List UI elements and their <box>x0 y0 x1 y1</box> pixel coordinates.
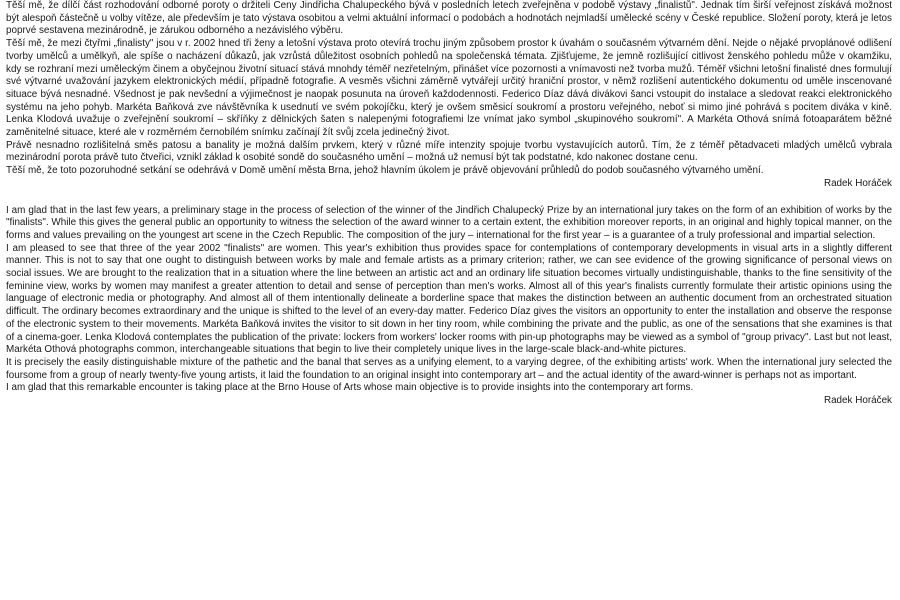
czech-signature: Radek Horáček <box>823 177 892 189</box>
english-paragraph-4: I am glad that this remarkable encounter is taking place at the Brno House of Arts whose main objective is to provide insights into the contemporary art forms. <box>6 382 694 394</box>
english-paragraph-2: I am pleased to see that three of the year 2002 "finalists" are women. This year's exhibition thus provides space for contemplations of contemporary developments in visual arts in a slightly different manner. This is not to say that one ought to distinguish between works by male and female artists as a primary criterion; rather, we can see evidence of the growing significance of personal views on social issues. We are brought to the realization that in a situation where the line between an artistic act and an ordinary life situation becomes virtually undistinguishable, thanks to the fine sensitivity of the feminine view, works by women may manifest a greater attention to detail and sense of perception than men's works. Almost all of this year's finalists currently formulate their artistic opinions using the language of electronic media or photography. And almost all of them intentionally delineate a borderline space that makes the distinction between an authentic document from an orchestrated situation difficult. The ordinary becomes extraordinary and the unique is shifted to the level of an every-day matter. Federico Díaz gives the visitors an opportunity to enter the installation and observe the response of the electronic system to their movements. Markéta Baňková invites the visitor to sit down in her tiny room, while combining the private and the public, as one of the sensations that she examines is that of a cinema-goer. Lenka Klodová contemplates the publication of the private: lockers from workers' locker rooms with pin-up photographs may be viewed as a symbol of "group privacy". Last but not least, Markéta Othová photographs common, interchangeable situations that begin to live their completely unique lives in the large-scale black-and-white pictures. <box>6 242 892 356</box>
czech-paragraph-3: Právě nesnadno rozlišitelná směs patosu a banality je možná dalším prvkem, který v různé míře intenzity spojuje tvorbu vystavujících autorů. Tím, že z téměř pětadvaceti mladých umělců vybrala mezinárodní porota právě tuto čtveřici, vznikl základ k osobité sondě do současného umění – možná už nemusí být tak podstatné, kdo nakonec dostane cenu. <box>6 139 892 164</box>
english-paragraph-3: It is precisely the easily distinguishable mixture of the pathetic and the banal that serves as a unifying element, to a varying degree, of the exhibiting artists' work. When the international jury selected the foursome from a group of nearly twenty-five young artists, it laid the foundation to an original insight into contemporary art – and the actual identity of the award-winner is perhaps not as important. <box>6 356 892 381</box>
czech-text-section <box>6 0 892 191</box>
czech-paragraph-2: Těší mě, že mezi čtyřmi „finalisty" jsou v r. 2002 hned tři ženy a letošní výstava proto otevírá trochu jiným způsobem prostor k úvahám o současném výtvarném dění. Nejde o nějaké prvoplánové odlišení tvorby umělců a umělkyň, ale spíše o nacházení důkazů, jak vzrůstá důležitost osobních pohledů na společenská témata. Zjišťujeme, že jemně rozlišující citlivost ženského pohledu může v okamžiku, kdy se rozhraní mezi uměleckým činem a obyčejnou životní situací stává mnohdy téměř nezřetelným, přinášet více pozornosti a vnímavosti než tvorba mužů. Téměř všichni letošní finalisté dnes formulují své výtvarné uvažování jazykem elektronických médií, případně fotografie. A vesměs všichni záměrně vytvářejí určitý hraniční prostor, v němž rozlišení autentického dokumentu od uměle inscenované situace bývá nesnadné. Všednost je pak nevšední a výjimečnost je naopak posunuta na úroveň každodennosti. Federico Díaz dává divákovi šanci vstoupit do instalace a sledovat reakci elektronického systému na jeho pohyb. Markéta Baňková zve návštěvníka k usednutí ve svém pokojíčku, který je ovšem směsicí soukromí a prostoru veřejného, neboť si mimo jiné pohrává s pocitem diváka v kině. Lenka Klodová uvažuje o zveřejnění soukromí – skříňky z dělnických šaten s nalepenými fotografiemi lze vnímat jako symbol „skupinového soukromí". A Markéta Othová snímá fotoaparátem běžné zaměnitelné situace, které ale v rozměrném černobílém snímku začínají žít svůj zcela jedinečný život. <box>6 38 892 139</box>
czech-paragraph-1: Těší mě, že dílčí část rozhodování odborné poroty o držiteli Ceny Jindřicha Chalupeckého bývá v posledních letech zveřejněna v podobě výstavy „finalistů". Jednak tím širší veřejnost získává možnost být alespoň částečně u volby vítěze, ale především je tato výstava osobitou a velmi aktuální informací o podobách a hodnotách nejmladší umělecké scény v České republice. Složení poroty, která je letos poprvé sestavena mezinárodně, je zárukou odborného a nezávislého výběru. <box>6 0 892 37</box>
czech-paragraph-4: Těší mě, že toto pozoruhodné setkání se odehrává v Domě umění města Brna, jehož hlavním úkolem je právě objevování průhledů do podob současného výtvarného umění. <box>6 165 764 177</box>
english-paragraph-1: I am glad that in the last few years, a preliminary stage in the process of selection of the winner of the Jindřich Chalupecký Prize by an international jury takes on the form of an exhibition of works by the "finalists". While this gives the general public an opportunity to witness the selection of the award winner to a certain extent, the exhibition moreover reports, in an original and highly topical manner, on the forms and values prevailing on the youngest art scene in the Czech Republic. The composition of the jury – international for the first year – is a guarantee of a truly professional and impartial selection. <box>6 204 892 241</box>
english-signature: Radek Horáček <box>823 395 892 407</box>
english-text-section <box>6 205 892 408</box>
